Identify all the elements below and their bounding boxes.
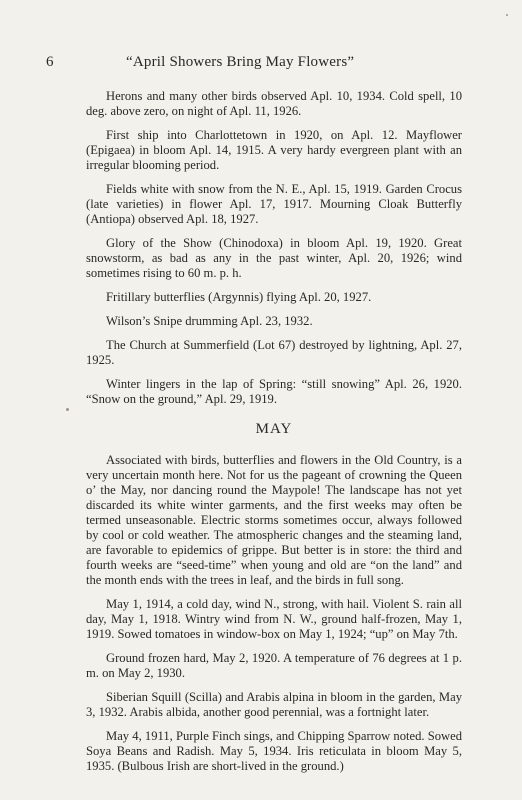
paragraph: Herons and many other birds observed Apl. 10, 1934. Cold spell, 10 deg. above zero, on night of Apl. 11, 1926. <box>86 89 462 118</box>
paragraph: Siberian Squill (Scilla) and Arabis alpina in bloom in the garden, May 3, 1932. Arabis albida, another good perennial, was a fortnight later. <box>86 690 462 719</box>
paragraph: Ground frozen hard, May 2, 1920. A temperature of 76 degrees at 1 p. m. on May 2, 1930. <box>86 651 462 680</box>
paragraph: Fritillary butterflies (Argynnis) flying Apl. 20, 1927. <box>106 290 372 304</box>
paragraph: The Church at Summerfield (Lot 67) destroyed by lightning, Apl. 27, 1925. <box>86 338 462 367</box>
paragraph: Glory of the Show (Chinodoxa) in bloom Apl. 19, 1920. Great snowstorm, as bad as any in the past winter, Apl. 20, 1926; wind sometimes rising to 60 m. p. h. <box>86 236 462 280</box>
paragraph: Winter lingers in the lap of Spring: “still snowing” Apl. 26, 1920. “Snow on the ground,” Apl. 29, 1919. <box>86 377 462 406</box>
paragraph: May 1, 1914, a cold day, wind N., strong, with hail. Violent S. rain all day, May 1, 1918. Wintry wind from N. W., ground half-frozen, May 1, 1919. Sowed tomatoes in window-box on May 1, 1924; “up” on May 7th. <box>86 597 462 641</box>
paragraph: May 4, 1911, Purple Finch sings, and Chipping Sparrow noted. Sowed Soya Beans and Radish. May 5, 1934. Iris reticulata in bloom May 5, 1935. (Bulbous Irish are short-lived in the ground.) <box>86 729 462 773</box>
page-body <box>86 89 462 783</box>
paragraph: Wilson’s Snipe drumming Apl. 23, 1932. <box>106 314 313 328</box>
paragraph: First ship into Charlottetown in 1920, on Apl. 12. Mayflower (Epigaea) in bloom Apl. 14, 1915. A very hardy evergreen plant with an irregular blooming period. <box>86 128 462 172</box>
paragraph: Associated with birds, butterflies and flowers in the Old Country, is a very uncertain month here. Not for us the pageant of crowning the Queen o’ the May, nor dancing round the Maypole! The landscape has not yet discarded its white winter garments, and the first weeks may often be termed unseasonable. Electric storms sometimes occur, always followed by cool or cold weather. The atmospheric changes and the steaming land, are favorable to epidemics of grippe. But better is in store: the third and fourth weeks are “seed-time” when young and old are “on the land” and the month ends with the trees in leaf, and the birds in full song. <box>86 453 462 587</box>
paper-speck <box>66 408 69 411</box>
section-heading-may: MAY <box>255 421 293 437</box>
page-header <box>46 54 476 74</box>
running-head: “April Showers Bring May Flowers” <box>126 54 355 70</box>
paper-speck <box>506 14 508 16</box>
paragraph: Fields white with snow from the N. E., Apl. 15, 1919. Garden Crocus (late varieties) in flower Apl. 17, 1917. Mourning Cloak Butterfly (Antiopa) observed Apl. 18, 1927. <box>86 182 462 226</box>
page-number: 6 <box>46 54 54 70</box>
